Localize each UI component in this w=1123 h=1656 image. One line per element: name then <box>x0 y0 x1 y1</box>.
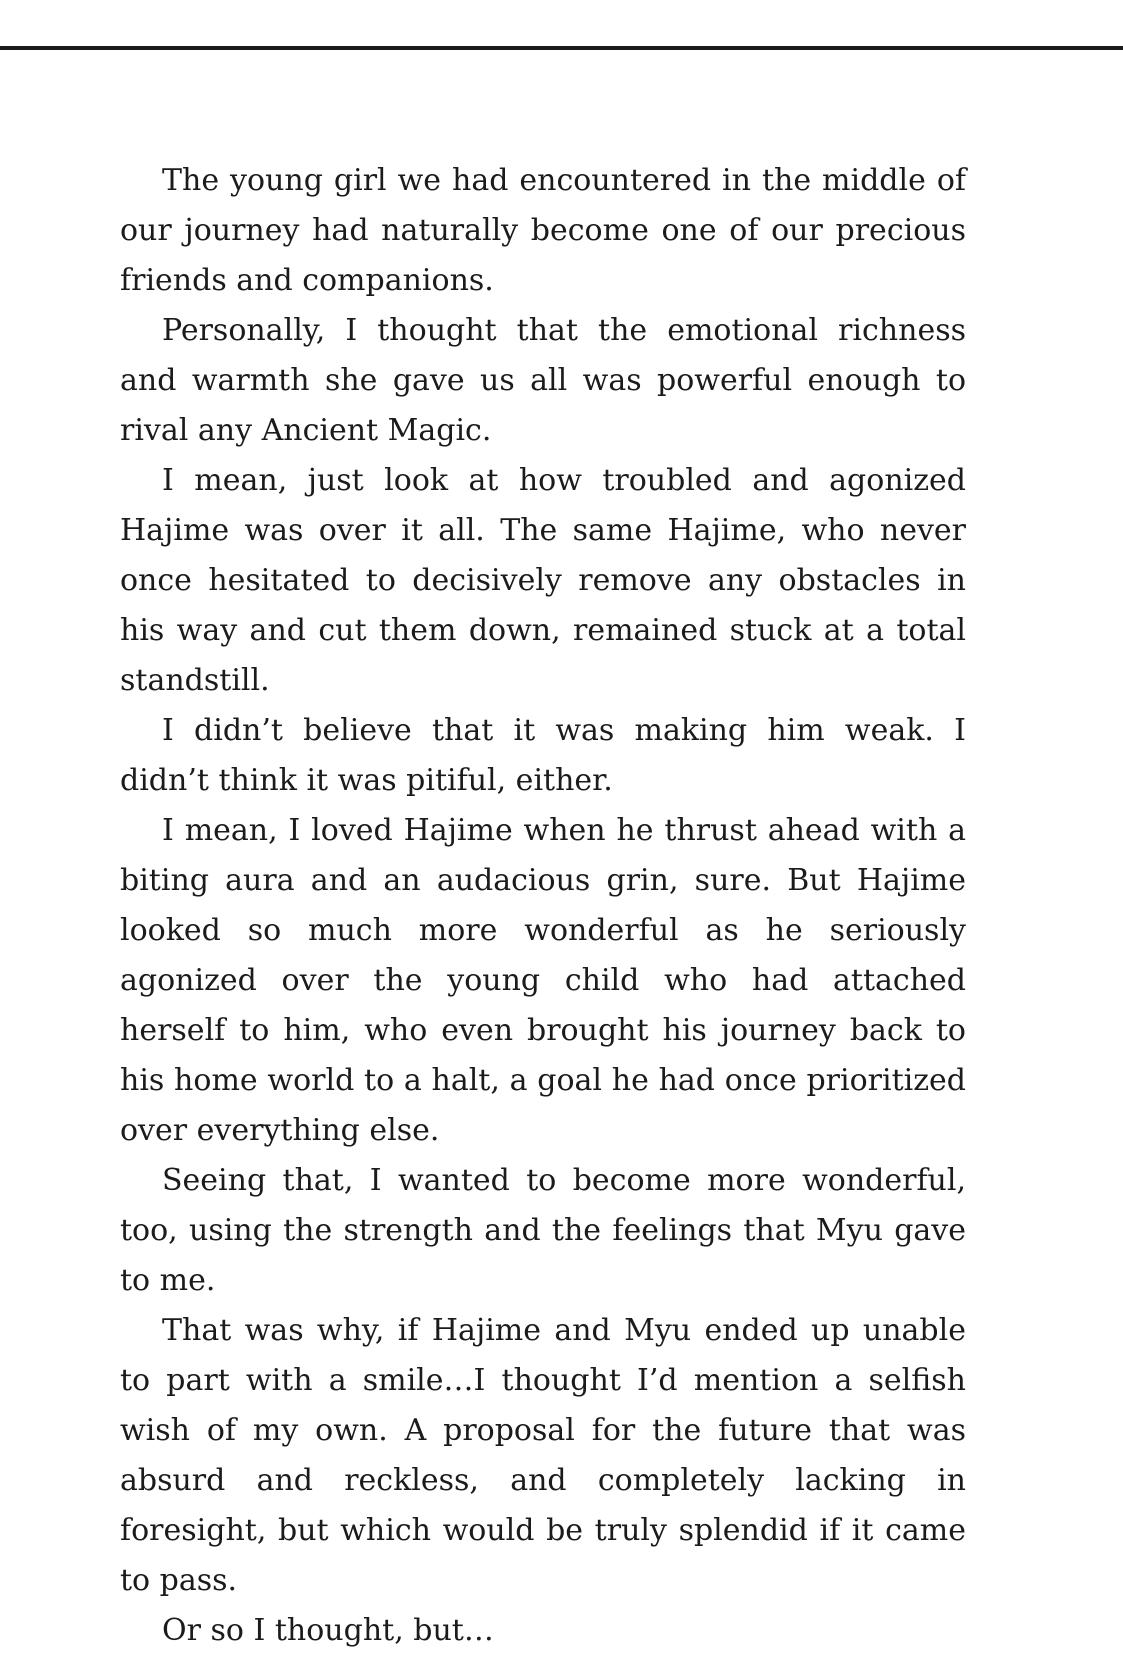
paragraph-7: That was why, if Hajime and Myu ended up unable to part with a smile…I thought I’d mention a selfish wish of my own. A proposal for the future that was absurd and reckless, and completely lacking in foresight, but which would be truly splendid if it came to pass. <box>120 1313 966 1598</box>
paragraph-4: I didn’t believe that it was making him weak. I didn’t think it was pitiful, either. <box>120 713 966 798</box>
paragraph-3: I mean, just look at how troubled and agonized Hajime was over it all. The same Hajime, who never once hesitated to decisively remove any obstacles in his way and cut them down, remained stuck at a total standstill. <box>120 463 966 698</box>
paragraph-6: Seeing that, I wanted to become more wonderful, too, using the strength and the feelings that Myu gave to me. <box>120 1163 966 1298</box>
header-rule <box>0 46 1123 50</box>
paragraph-8: Or so I thought, but… <box>162 1613 494 1648</box>
paragraph-5: I mean, I loved Hajime when he thrust ahead with a biting aura and an audacious grin, sure. But Hajime looked so much more wonderful as he seriously agonized over the young child who had attached herself to him, who even brought his journey back to his home world to a halt, a goal he had once prioritized over everything else. <box>120 813 966 1148</box>
paragraph-1: The young girl we had encountered in the middle of our journey had naturally become one of our precious friends and companions. <box>120 163 966 298</box>
body-text <box>120 156 966 1656</box>
paragraph-2: Personally, I thought that the emotional richness and warmth she gave us all was powerful enough to rival any Ancient Magic. <box>120 313 966 448</box>
